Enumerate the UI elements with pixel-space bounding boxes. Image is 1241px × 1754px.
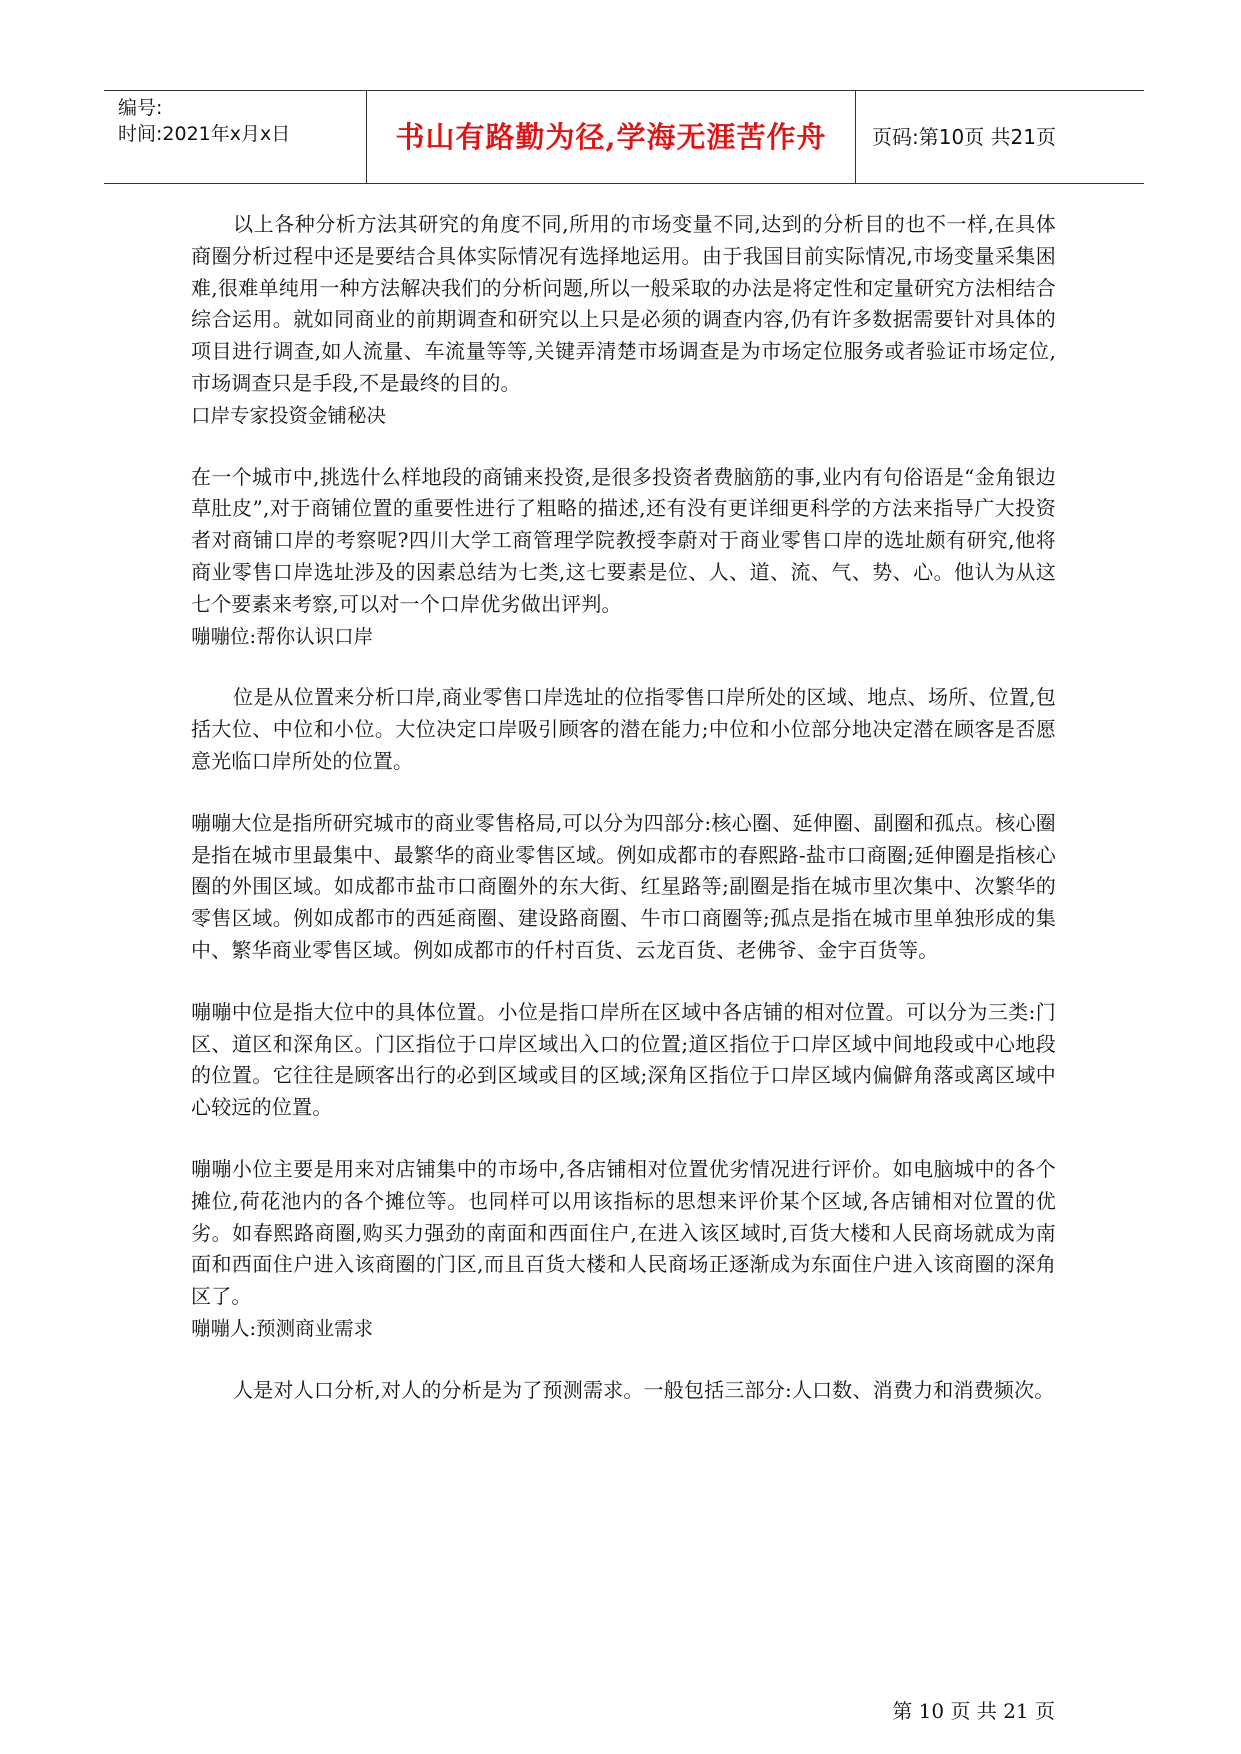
document-body <box>191 209 1056 1407</box>
paragraph-middle-position: 嘣嘣中位是指大位中的具体位置。小位是指口岸所在区域中各店铺的相对位置。可以分为三类:门区、道区和深角区。门区指位于口岸区域出入口的位置;道区指位于口岸区域中间地段或中心地段的位置。它往往是顾客出行的必到区域或目的区域;深角区指位于口岸区域内偏僻角落或离区域中心较远的位置。 <box>191 999 1056 1120</box>
header-motto: 书山有路勤为径,学海无涯苦作舟 <box>395 120 827 154</box>
document-number-label: 编号: <box>118 97 163 119</box>
header-motto-cell <box>367 91 856 183</box>
section-heading-people: 嘣嘣人:预测商业需求 <box>191 1316 374 1340</box>
paragraph-position-definition: 位是从位置来分析口岸,商业零售口岸选址的位指零售口岸所处的区域、地点、场所、位置,包括大位、中位和小位。大位决定口岸吸引顾客的潜在能力;中位和小位部分地决定潜在顾客是否愿意光临口岸所处的位置。 <box>191 685 1056 773</box>
header-info-cell <box>104 91 367 183</box>
document-time-label: 时间:2021年x月x日 <box>118 123 291 145</box>
paragraph-major-position: 嘣嘣大位是指所研究城市的商业零售格局,可以分为四部分:核心圈、延伸圈、副圈和孤点。核心圈是指在城市里最集中、最繁华的商业零售区域。例如成都市的春熙路-盐市口商圈;延伸圈是指核心圈的外围区域。如成都市盐市口商圈外的东大街、红星路等;副圈是指在城市里次集中、次繁华的零售区域。例如成都市的西延商圈、建设路商圈、牛市口商圈等;孤点是指在城市里单独形成的集中、繁华商业零售区域。例如成都市的仟村百货、云龙百货、老佛爷、金宇百货等。 <box>191 810 1056 962</box>
section-heading-expert-secrets: 口岸专家投资金铺秘决 <box>191 403 387 427</box>
section-heading-position: 嘣嘣位:帮你认识口岸 <box>191 624 374 648</box>
page-footer: 第 10 页 共 21 页 <box>892 1699 1055 1723</box>
paragraph-people-analysis: 人是对人口分析,对人的分析是为了预测需求。一般包括三部分:人口数、消费力和消费频次。 <box>233 1377 1055 1402</box>
page-header <box>104 90 1144 184</box>
header-page-label: 页码:第10页 共21页 <box>872 125 1056 149</box>
header-page-cell <box>856 91 1144 183</box>
paragraph-seven-elements: 在一个城市中,挑选什么样地段的商铺来投资,是很多投资者费脑筋的事,业内有句俗语是“金角银边草肚皮”,对于商铺位置的重要性进行了粗略的描述,还有没有更详细更科学的方法来指导广大投资者对商铺口岸的考察呢?四川大学工商管理学院教授李蔚对于商业零售口岸的选址颇有研究,他将商业零售口岸选址涉及的因素总结为七类,这七要素是位、人、道、流、气、势、心。他认为从这七个要素来考察,可以对一个口岸优劣做出评判。 <box>191 464 1056 616</box>
paragraph-minor-position: 嘣嘣小位主要是用来对店铺集中的市场中,各店铺相对位置优劣情况进行评价。如电脑城中的各个摊位,荷花池内的各个摊位等。也同样可以用该指标的思想来评价某个区域,各店铺相对位置的优劣。如春熙路商圈,购买力强劲的南面和西面住户,在进入该区域时,百货大楼和人民商场就成为南面和西面住户进入该商圈的门区,而且百货大楼和人民商场正逐渐成为东面住户进入该商圈的深角区了。 <box>191 1156 1056 1309</box>
paragraph-analysis-methods: 以上各种分析方法其研究的角度不同,所用的市场变量不同,达到的分析目的也不一样,在具体商圈分析过程中还是要结合具体实际情况有选择地运用。由于我国目前实际情况,市场变量采集困难,很难单纯用一种方法解决我们的分析问题,所以一般采取的办法是将定性和定量研究方法相结合综合运用。就如同商业的前期调查和研究以上只是必须的调查内容,仍有许多数据需要针对具体的项目进行调查,如人流量、车流量等等,关键弄清楚市场调查是为市场定位服务或者验证市场定位,市场调查只是手段,不是最终的目的。 <box>191 212 1056 395</box>
